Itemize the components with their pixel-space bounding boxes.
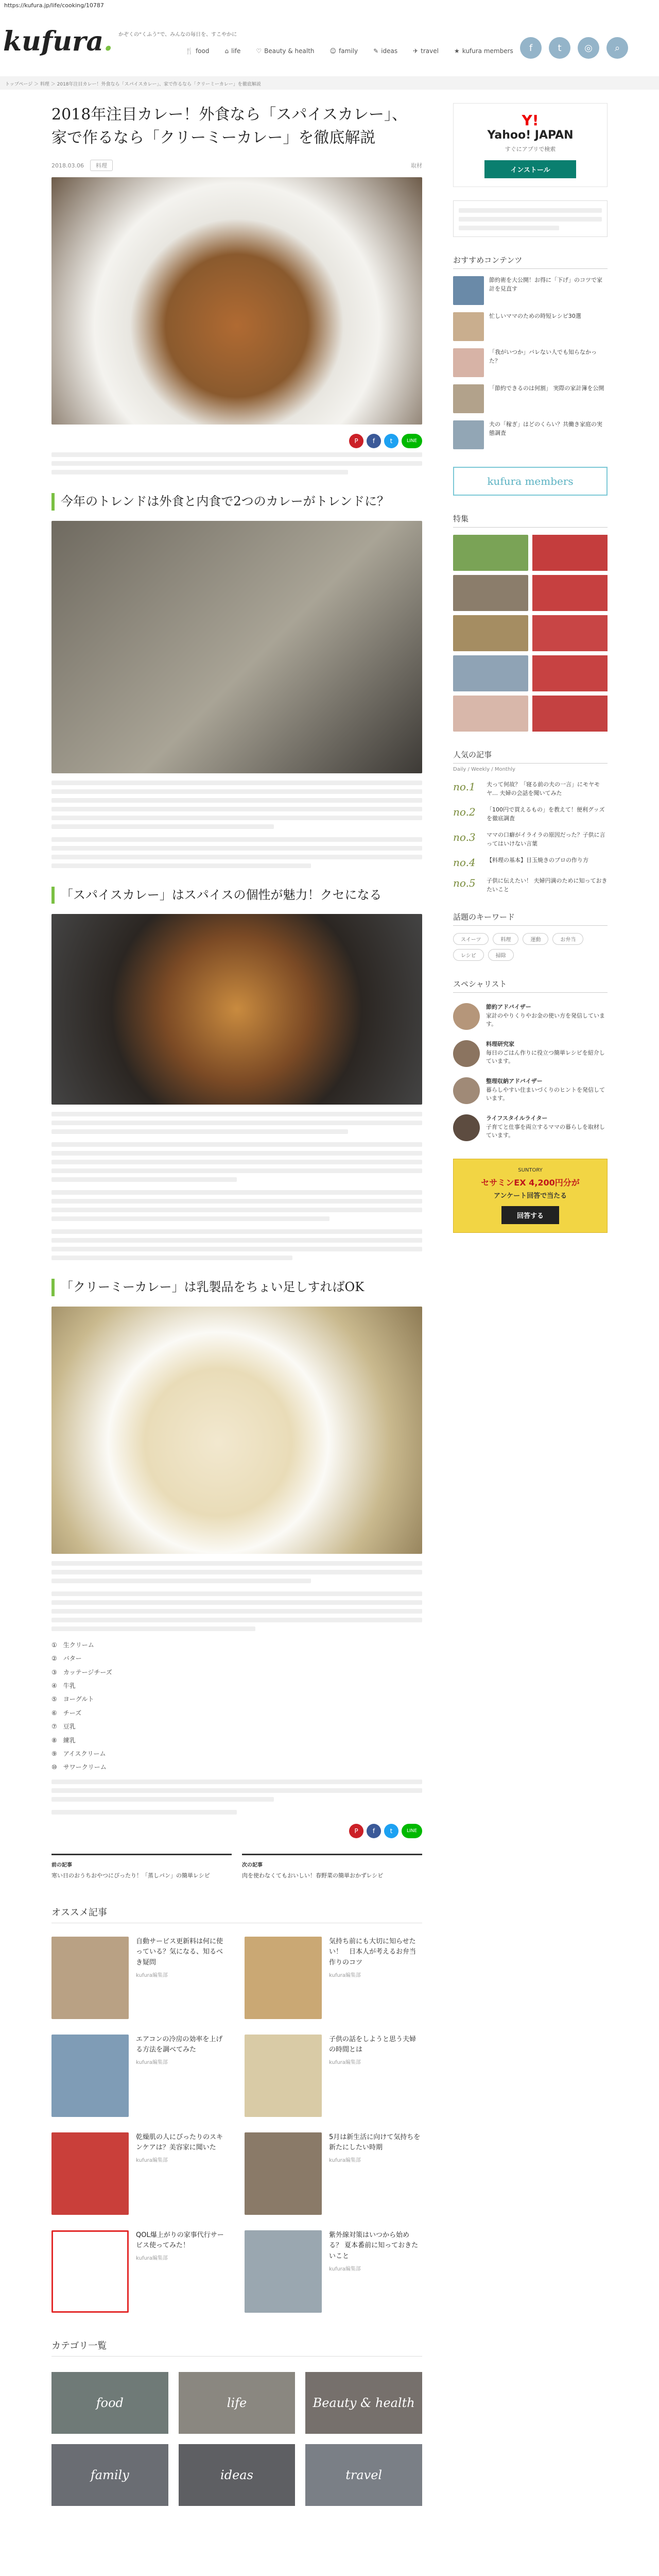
nav-beauty[interactable]: ♡ Beauty & health [256, 47, 315, 55]
list-item: ② バター [51, 1655, 82, 1663]
popular-item[interactable]: 夫の「稼ぎ」はどのくらい？共働き家庭の実態調査 [453, 420, 608, 449]
hero-image [51, 177, 422, 425]
keywords-heading: 話題のキーワード [453, 911, 608, 926]
recommend-card[interactable]: 5月は新生活に向けて気持ちを新たにしたい時期 kufura編集部 [245, 2132, 422, 2215]
header-tagline: かぞくの“くふう”で、みんなの毎日を、すこやかに [118, 32, 237, 38]
header-social [520, 37, 628, 59]
list-item: ⑤ ヨーグルト [51, 1696, 94, 1703]
category-beauty[interactable]: Beauty & health [305, 2372, 422, 2434]
feature-banner[interactable] [532, 535, 608, 571]
next-article-link[interactable]: 次の記事 肉を使わなくてもおいしい！春野菜の簡単おかずレシピ [242, 1854, 422, 1879]
body-text-2 [51, 1112, 422, 1260]
category-ideas[interactable]: ideas [179, 2444, 296, 2506]
specialist[interactable]: ライフスタイルライター 子育てと仕事を両立するママの暮らしを取材しています。 [453, 1114, 608, 1141]
feature-banner[interactable] [532, 696, 608, 732]
feature-banner[interactable] [532, 575, 608, 611]
list-item: ③ カッテージチーズ [51, 1668, 112, 1676]
recommend-card[interactable]: QOL爆上がりの家事代行サービス使ってみた！ kufura編集部 [51, 2230, 229, 2313]
ranking-item[interactable]: no.5 子供に伝えたい！ 夫婦円満のために知っておきたいこと [453, 877, 608, 893]
list-item: ⑧ 練乳 [51, 1736, 76, 1744]
line-share-icon[interactable]: LINE [402, 1824, 422, 1838]
url-bar: https://kufura.jp/life/cooking/10787 [0, 0, 659, 10]
feature-banner[interactable] [453, 535, 528, 571]
section-heading-1: 今年のトレンドは外食と内食で2つのカレーがトレンドに？ [51, 493, 422, 511]
spice-curry-image [51, 914, 422, 1105]
ranking-item[interactable]: no.3 ママの口癖がイライラの原因だった？子供に言ってはいけない言葉 [453, 831, 605, 847]
yahoo-ad[interactable]: Y! Yahoo! JAPAN すぐにアプリで検索 インストール [453, 103, 608, 187]
pinterest-icon[interactable]: P [349, 1824, 363, 1838]
dairy-list [51, 1638, 422, 1774]
speaker-image [51, 521, 422, 773]
list-item: ⑦ 豆乳 [51, 1723, 76, 1731]
creamy-curry-image [51, 1307, 422, 1554]
keyword-chip[interactable]: 掃除 [488, 949, 514, 961]
popular-item[interactable]: 「我がいつか」バレない人でも知らなかった？ [453, 348, 608, 377]
recommend-grid [51, 1937, 422, 2313]
specialist[interactable]: 節約アドバイザー 家計のやりくりやお金の使い方を発信しています。 [453, 1003, 608, 1030]
article-date: 2018.03.06 [51, 162, 84, 169]
popular-item[interactable]: 「節約できるのは何割」 実際の家計簿を公開 [453, 384, 608, 413]
search-icon[interactable]: ⌕ [606, 37, 628, 59]
category-heading: カテゴリ一覧 [51, 2338, 422, 2357]
twitter-share-icon[interactable]: t [384, 434, 398, 448]
category-tag[interactable]: 料理 [90, 160, 113, 171]
article-title: 2018年注目カレー！外食なら「スパイスカレー」、家で作るなら「クリーミーカレー」を徹底解説 [51, 106, 408, 147]
ranking-item[interactable]: no.4 【料理の基本】目玉焼きのプロの作り方 [453, 856, 588, 869]
category-grid [51, 2372, 422, 2506]
keyword-list [453, 933, 608, 961]
category-family[interactable]: family [51, 2444, 168, 2506]
body-text-3 [51, 1561, 422, 1631]
popular-item[interactable]: 節約術を大公開！お得に「下げ」のコツで家計を見直す [453, 276, 608, 305]
ranking-item[interactable]: no.2 「100円で買えるもの」を教えて！便利グッズを徹底調査 [453, 806, 605, 822]
category-life[interactable]: life [179, 2372, 296, 2434]
specialists-heading: スペシャリスト [453, 978, 608, 993]
intro-text [51, 452, 422, 474]
ranking-item[interactable]: no.1 夫って何故？「寝る前の夫の一言」にモヤモヤ… 夫婦の会話を聞いてみた [453, 781, 600, 796]
popular-heading: おすすめコンテンツ [453, 255, 608, 269]
site-logo[interactable]: kufura. [3, 26, 113, 57]
members-banner[interactable]: kufura members [453, 467, 608, 496]
pinterest-icon[interactable]: P [349, 434, 363, 448]
list-item: ⑨ アイスクリーム [51, 1750, 106, 1757]
keyword-chip[interactable]: スイーツ [453, 933, 489, 945]
keyword-chip[interactable]: お弁当 [552, 933, 583, 945]
sidebar [453, 103, 608, 1233]
nav-life[interactable]: ⌂ life [224, 47, 241, 55]
section-heading-3: 「クリーミーカレー」は乳製品をちょい足しすればOK [51, 1279, 422, 1296]
recommend-card[interactable]: 紫外線対策はいつから始める？ 夏本番前に知っておきたいこと kufura編集部 [245, 2230, 422, 2313]
share-bar [51, 434, 422, 448]
specialist[interactable]: 料理研究家 毎日のごはん作りに役立つ簡単レシピを紹介しています。 [453, 1040, 608, 1067]
nav-members[interactable]: ★ kufura members [454, 47, 513, 55]
line-share-icon[interactable]: LINE [402, 434, 422, 448]
nav-ideas[interactable]: ✎ ideas [373, 47, 398, 55]
category-travel[interactable]: travel [305, 2444, 422, 2506]
feature-banner[interactable] [453, 615, 528, 651]
list-item: ⑩ サワークリーム [51, 1764, 107, 1771]
recommend-card[interactable]: 自動サービス更新料は何に使っている？気になる、知るべき疑問 kufura編集部 [51, 1937, 229, 2019]
recommend-card[interactable]: 乾燥肌の人にぴったりのスキンケアは？美容家に聞いた kufura編集部 [51, 2132, 229, 2215]
share-bar-bottom [51, 1824, 422, 1838]
list-item: ① 生クリーム [51, 1641, 94, 1649]
feature-banner[interactable] [453, 655, 528, 691]
nav-travel[interactable]: ✈ travel [413, 47, 439, 55]
feature-banner[interactable] [453, 575, 528, 611]
answer-button[interactable]: 回答する [501, 1206, 559, 1224]
facebook-share-icon[interactable]: f [367, 1824, 381, 1838]
twitter-share-icon[interactable]: t [384, 1824, 398, 1838]
nav-food[interactable]: 🍴 food [185, 47, 210, 55]
feature-banners [453, 535, 608, 732]
keyword-chip[interactable]: 料理 [493, 933, 518, 945]
instagram-icon[interactable]: ◎ [578, 37, 599, 59]
nav-family[interactable]: ☺ family [330, 47, 358, 55]
features-heading: 特集 [453, 513, 608, 528]
site-header [0, 10, 659, 67]
ranking-heading: 人気の記事 [453, 749, 608, 764]
list-item: ④ 牛乳 [51, 1682, 76, 1689]
specialist[interactable]: 整理収納アドバイザー 暮らしやすい住まいづくりのヒントを発信しています。 [453, 1077, 608, 1104]
top-nav [185, 47, 513, 55]
recommend-heading: オススメ記事 [51, 1905, 422, 1923]
install-button[interactable]: インストール [484, 160, 576, 178]
feature-banner[interactable] [532, 615, 608, 651]
facebook-share-icon[interactable]: f [367, 434, 381, 448]
category-food[interactable]: food [51, 2372, 168, 2434]
author: 取材 [411, 162, 422, 169]
article-main [51, 103, 422, 2506]
keyword-chip[interactable]: 運動 [523, 933, 548, 945]
campaign-banner[interactable]: SUNTORY セサミンEX 4,200円分が アンケート回答で当たる 回答する [453, 1159, 608, 1233]
recommend-card[interactable]: 気持ち前にも大切に知らせたい！ 日本人が考えるお弁当作りのコツ kufura編集部 [245, 1937, 422, 2019]
breadcrumb: トップページ ＞ 料理 ＞ 2018年注目カレー！外食なら「スパイスカレー」、家で作るなら「クリーミーカレー」を徹底解説 [0, 76, 659, 90]
prev-article-link[interactable]: 前の記事 寒い日のおうちおやつにぴったり！「蒸しパン」の簡単レシピ [51, 1854, 232, 1879]
body-text-1 [51, 781, 422, 868]
ranking-tabs[interactable]: Daily / Weekly / Monthly [453, 767, 515, 772]
section-heading-2: 「スパイスカレー」はスパイスの個性が魅力！クセになる [51, 887, 422, 904]
facebook-icon[interactable]: f [520, 37, 542, 59]
recommend-card[interactable]: 子供の話をしようと思う夫婦の時間とは kufura編集部 [245, 2035, 422, 2117]
list-item: ⑥ チーズ [51, 1709, 82, 1717]
recommend-card[interactable]: エアコンの冷房の効率を上げる方法を調べてみた kufura編集部 [51, 2035, 229, 2117]
feature-banner[interactable] [453, 696, 528, 732]
body-text-4 [51, 1780, 422, 1815]
keyword-chip[interactable]: レシピ [453, 949, 484, 961]
popular-item[interactable]: 忙しいママのための時短レシピ30選 [453, 312, 608, 341]
feature-banner[interactable] [532, 655, 608, 691]
twitter-icon[interactable]: t [549, 37, 570, 59]
